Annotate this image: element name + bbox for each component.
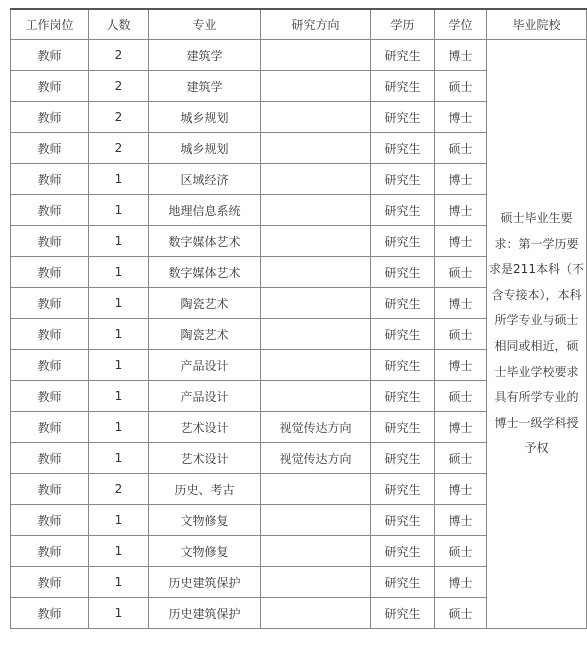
cell-position: 教师 — [11, 567, 89, 598]
cell-education: 研究生 — [371, 474, 435, 505]
cell-education: 研究生 — [371, 40, 435, 71]
cell-position: 教师 — [11, 226, 89, 257]
cell-degree: 博士 — [435, 102, 487, 133]
cell-position: 教师 — [11, 164, 89, 195]
cell-research-direction — [261, 350, 371, 381]
cell-major: 文物修复 — [149, 505, 261, 536]
cell-count: 1 — [89, 505, 149, 536]
header-research-direction: 研究方向 — [261, 9, 371, 40]
cell-position: 教师 — [11, 474, 89, 505]
cell-position: 教师 — [11, 102, 89, 133]
recruitment-table — [10, 8, 587, 629]
cell-research-direction — [261, 71, 371, 102]
cell-degree: 硕士 — [435, 598, 487, 629]
cell-education: 研究生 — [371, 567, 435, 598]
cell-count: 1 — [89, 598, 149, 629]
table-body — [11, 40, 587, 629]
cell-position: 教师 — [11, 257, 89, 288]
cell-degree: 硕士 — [435, 319, 487, 350]
header-education: 学历 — [371, 9, 435, 40]
header-count: 人数 — [89, 9, 149, 40]
cell-education: 研究生 — [371, 505, 435, 536]
header-degree: 学位 — [435, 9, 487, 40]
cell-count: 1 — [89, 412, 149, 443]
cell-education: 研究生 — [371, 164, 435, 195]
cell-count: 2 — [89, 71, 149, 102]
cell-major: 城乡规划 — [149, 133, 261, 164]
cell-research-direction — [261, 40, 371, 71]
cell-count: 1 — [89, 164, 149, 195]
cell-count: 2 — [89, 102, 149, 133]
cell-position: 教师 — [11, 598, 89, 629]
cell-position: 教师 — [11, 536, 89, 567]
cell-count: 2 — [89, 133, 149, 164]
cell-position: 教师 — [11, 350, 89, 381]
cell-major: 产品设计 — [149, 350, 261, 381]
table-header — [11, 9, 587, 40]
cell-education: 研究生 — [371, 319, 435, 350]
cell-count: 1 — [89, 567, 149, 598]
cell-research-direction — [261, 505, 371, 536]
cell-degree: 博士 — [435, 505, 487, 536]
cell-degree: 博士 — [435, 226, 487, 257]
cell-position: 教师 — [11, 412, 89, 443]
cell-degree: 硕士 — [435, 381, 487, 412]
cell-position: 教师 — [11, 443, 89, 474]
cell-education: 研究生 — [371, 133, 435, 164]
cell-research-direction — [261, 257, 371, 288]
cell-research-direction: 视觉传达方向 — [261, 443, 371, 474]
cell-research-direction — [261, 567, 371, 598]
cell-research-direction — [261, 102, 371, 133]
cell-major: 数字媒体艺术 — [149, 226, 261, 257]
cell-position: 教师 — [11, 195, 89, 226]
cell-degree: 硕士 — [435, 133, 487, 164]
cell-research-direction — [261, 195, 371, 226]
cell-major: 建筑学 — [149, 71, 261, 102]
header-major: 专业 — [149, 9, 261, 40]
cell-major: 文物修复 — [149, 536, 261, 567]
cell-education: 研究生 — [371, 598, 435, 629]
cell-degree: 硕士 — [435, 71, 487, 102]
cell-research-direction — [261, 164, 371, 195]
cell-education: 研究生 — [371, 71, 435, 102]
cell-education: 研究生 — [371, 288, 435, 319]
cell-degree: 博士 — [435, 195, 487, 226]
cell-count: 1 — [89, 443, 149, 474]
header-position: 工作岗位 — [11, 9, 89, 40]
cell-graduate-school-requirement: 硕士毕业生要求：第一学历要求是211本科（不含专接本），本科所学专业与硕士相同或相近，硕士毕业学校要求具有所学专业的博士一级学科授予权 — [487, 40, 587, 629]
cell-count: 1 — [89, 381, 149, 412]
cell-degree: 硕士 — [435, 443, 487, 474]
cell-count: 1 — [89, 288, 149, 319]
cell-major: 数字媒体艺术 — [149, 257, 261, 288]
header-graduate-school: 毕业院校 — [487, 9, 587, 40]
cell-major: 产品设计 — [149, 381, 261, 412]
cell-education: 研究生 — [371, 412, 435, 443]
header-row — [11, 9, 587, 40]
cell-education: 研究生 — [371, 381, 435, 412]
cell-count: 2 — [89, 40, 149, 71]
cell-research-direction — [261, 536, 371, 567]
cell-education: 研究生 — [371, 536, 435, 567]
cell-research-direction — [261, 381, 371, 412]
cell-major: 建筑学 — [149, 40, 261, 71]
cell-education: 研究生 — [371, 350, 435, 381]
cell-count: 2 — [89, 474, 149, 505]
cell-research-direction — [261, 226, 371, 257]
cell-count: 1 — [89, 226, 149, 257]
cell-education: 研究生 — [371, 195, 435, 226]
cell-education: 研究生 — [371, 443, 435, 474]
cell-degree: 博士 — [435, 567, 487, 598]
cell-major: 历史建筑保护 — [149, 567, 261, 598]
cell-degree: 博士 — [435, 412, 487, 443]
cell-research-direction — [261, 133, 371, 164]
cell-position: 教师 — [11, 40, 89, 71]
cell-count: 1 — [89, 195, 149, 226]
cell-major: 艺术设计 — [149, 412, 261, 443]
cell-degree: 博士 — [435, 474, 487, 505]
cell-position: 教师 — [11, 505, 89, 536]
cell-major: 历史、考古 — [149, 474, 261, 505]
cell-degree: 博士 — [435, 350, 487, 381]
cell-count: 1 — [89, 257, 149, 288]
cell-position: 教师 — [11, 381, 89, 412]
cell-degree: 硕士 — [435, 536, 487, 567]
table-row — [11, 40, 587, 71]
cell-degree: 博士 — [435, 288, 487, 319]
cell-degree: 硕士 — [435, 257, 487, 288]
cell-research-direction — [261, 474, 371, 505]
cell-education: 研究生 — [371, 226, 435, 257]
cell-position: 教师 — [11, 288, 89, 319]
cell-count: 1 — [89, 536, 149, 567]
cell-position: 教师 — [11, 133, 89, 164]
cell-research-direction — [261, 598, 371, 629]
cell-major: 区域经济 — [149, 164, 261, 195]
cell-degree: 博士 — [435, 40, 487, 71]
cell-count: 1 — [89, 319, 149, 350]
cell-major: 历史建筑保护 — [149, 598, 261, 629]
cell-research-direction: 视觉传达方向 — [261, 412, 371, 443]
cell-degree: 博士 — [435, 164, 487, 195]
cell-major: 城乡规划 — [149, 102, 261, 133]
cell-education: 研究生 — [371, 102, 435, 133]
cell-major: 陶瓷艺术 — [149, 319, 261, 350]
cell-major: 地理信息系统 — [149, 195, 261, 226]
cell-research-direction — [261, 319, 371, 350]
cell-major: 陶瓷艺术 — [149, 288, 261, 319]
cell-count: 1 — [89, 350, 149, 381]
cell-education: 研究生 — [371, 257, 435, 288]
cell-major: 艺术设计 — [149, 443, 261, 474]
cell-research-direction — [261, 288, 371, 319]
cell-position: 教师 — [11, 319, 89, 350]
cell-position: 教师 — [11, 71, 89, 102]
